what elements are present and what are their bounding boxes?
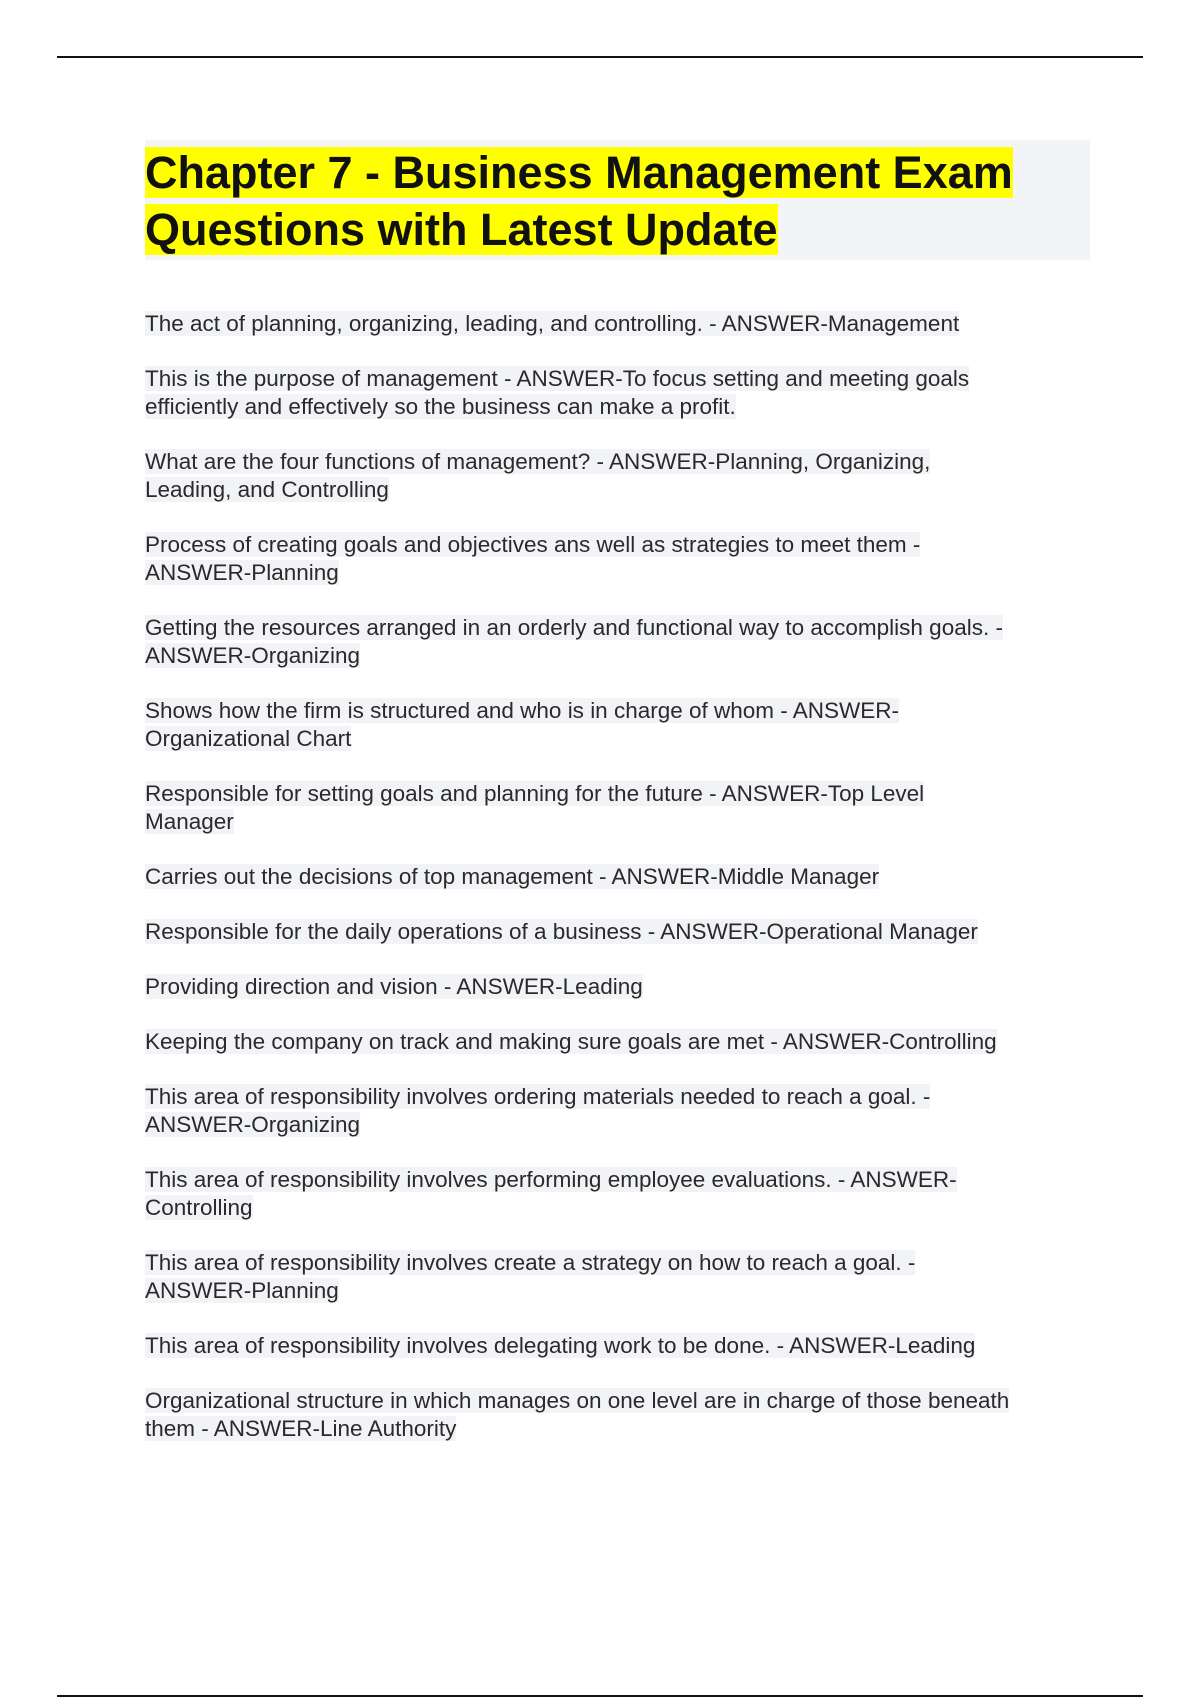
qa-text-line: This area of responsibility involves create a strategy on how to reach a goal. - xyxy=(145,1250,916,1275)
qa-text-line: Shows how the firm is structured and who is in charge of whom - ANSWER- xyxy=(145,698,900,723)
qa-item xyxy=(145,1028,1090,1056)
qa-text-line: ANSWER-Organizing xyxy=(145,1112,361,1137)
title-line-1: Chapter 7 - Business Management Exam xyxy=(145,147,1013,198)
qa-text-line: The act of planning, organizing, leading, and controlling. - ANSWER-Management xyxy=(145,311,960,336)
qa-item xyxy=(145,1083,1090,1139)
qa-text-line: Responsible for setting goals and planning for the future - ANSWER-Top Level xyxy=(145,781,925,806)
qa-text-line: Keeping the company on track and making sure goals are met - ANSWER-Controlling xyxy=(145,1029,997,1054)
qa-text-line: Carries out the decisions of top management - ANSWER-Middle Manager xyxy=(145,864,880,889)
header-rule xyxy=(57,56,1143,58)
qa-text-line: efficiently and effectively so the business can make a profit. xyxy=(145,394,736,419)
title-line-2: Questions with Latest Update xyxy=(145,204,778,255)
qa-text-line: This area of responsibility involves performing employee evaluations. - ANSWER- xyxy=(145,1167,957,1192)
qa-text-line: Responsible for the daily operations of a business - ANSWER-Operational Manager xyxy=(145,919,978,944)
qa-text-line: This is the purpose of management - ANSWER-To focus setting and meeting goals xyxy=(145,366,970,391)
qa-item xyxy=(145,697,1090,753)
qa-text-line: Controlling xyxy=(145,1195,253,1220)
qa-text-line: Leading, and Controlling xyxy=(145,477,389,502)
qa-text-line: them - ANSWER-Line Authority xyxy=(145,1416,457,1441)
document-title xyxy=(145,144,1090,258)
qa-text-line: Organizational Chart xyxy=(145,726,352,751)
qa-item xyxy=(145,863,1090,891)
qa-item xyxy=(145,1332,1090,1360)
qa-item xyxy=(145,1387,1090,1443)
qa-text-line: ANSWER-Planning xyxy=(145,1278,339,1303)
document-body xyxy=(145,140,1090,1470)
qa-text-line: Providing direction and vision - ANSWER-Leading xyxy=(145,974,643,999)
footer-rule xyxy=(57,1695,1143,1697)
title-block xyxy=(145,140,1090,260)
qa-item xyxy=(145,531,1090,587)
qa-item xyxy=(145,1166,1090,1222)
qa-item xyxy=(145,973,1090,1001)
qa-text-line: ANSWER-Organizing xyxy=(145,643,361,668)
qa-text-line: ANSWER-Planning xyxy=(145,560,339,585)
qa-text-line: This area of responsibility involves delegating work to be done. - ANSWER-Leading xyxy=(145,1333,976,1358)
qa-item xyxy=(145,1249,1090,1305)
qa-item xyxy=(145,448,1090,504)
qa-list xyxy=(145,310,1090,1443)
qa-item xyxy=(145,365,1090,421)
qa-text-line: Manager xyxy=(145,809,234,834)
qa-text-line: Getting the resources arranged in an orderly and functional way to accomplish goals. - xyxy=(145,615,1003,640)
qa-item xyxy=(145,918,1090,946)
qa-item xyxy=(145,780,1090,836)
qa-text-line: This area of responsibility involves ordering materials needed to reach a goal. - xyxy=(145,1084,931,1109)
qa-item xyxy=(145,310,1090,338)
qa-item xyxy=(145,614,1090,670)
qa-text-line: What are the four functions of management? - ANSWER-Planning, Organizing, xyxy=(145,449,931,474)
qa-text-line: Organizational structure in which manages on one level are in charge of those beneath xyxy=(145,1388,1010,1413)
qa-text-line: Process of creating goals and objectives ans well as strategies to meet them - xyxy=(145,532,921,557)
